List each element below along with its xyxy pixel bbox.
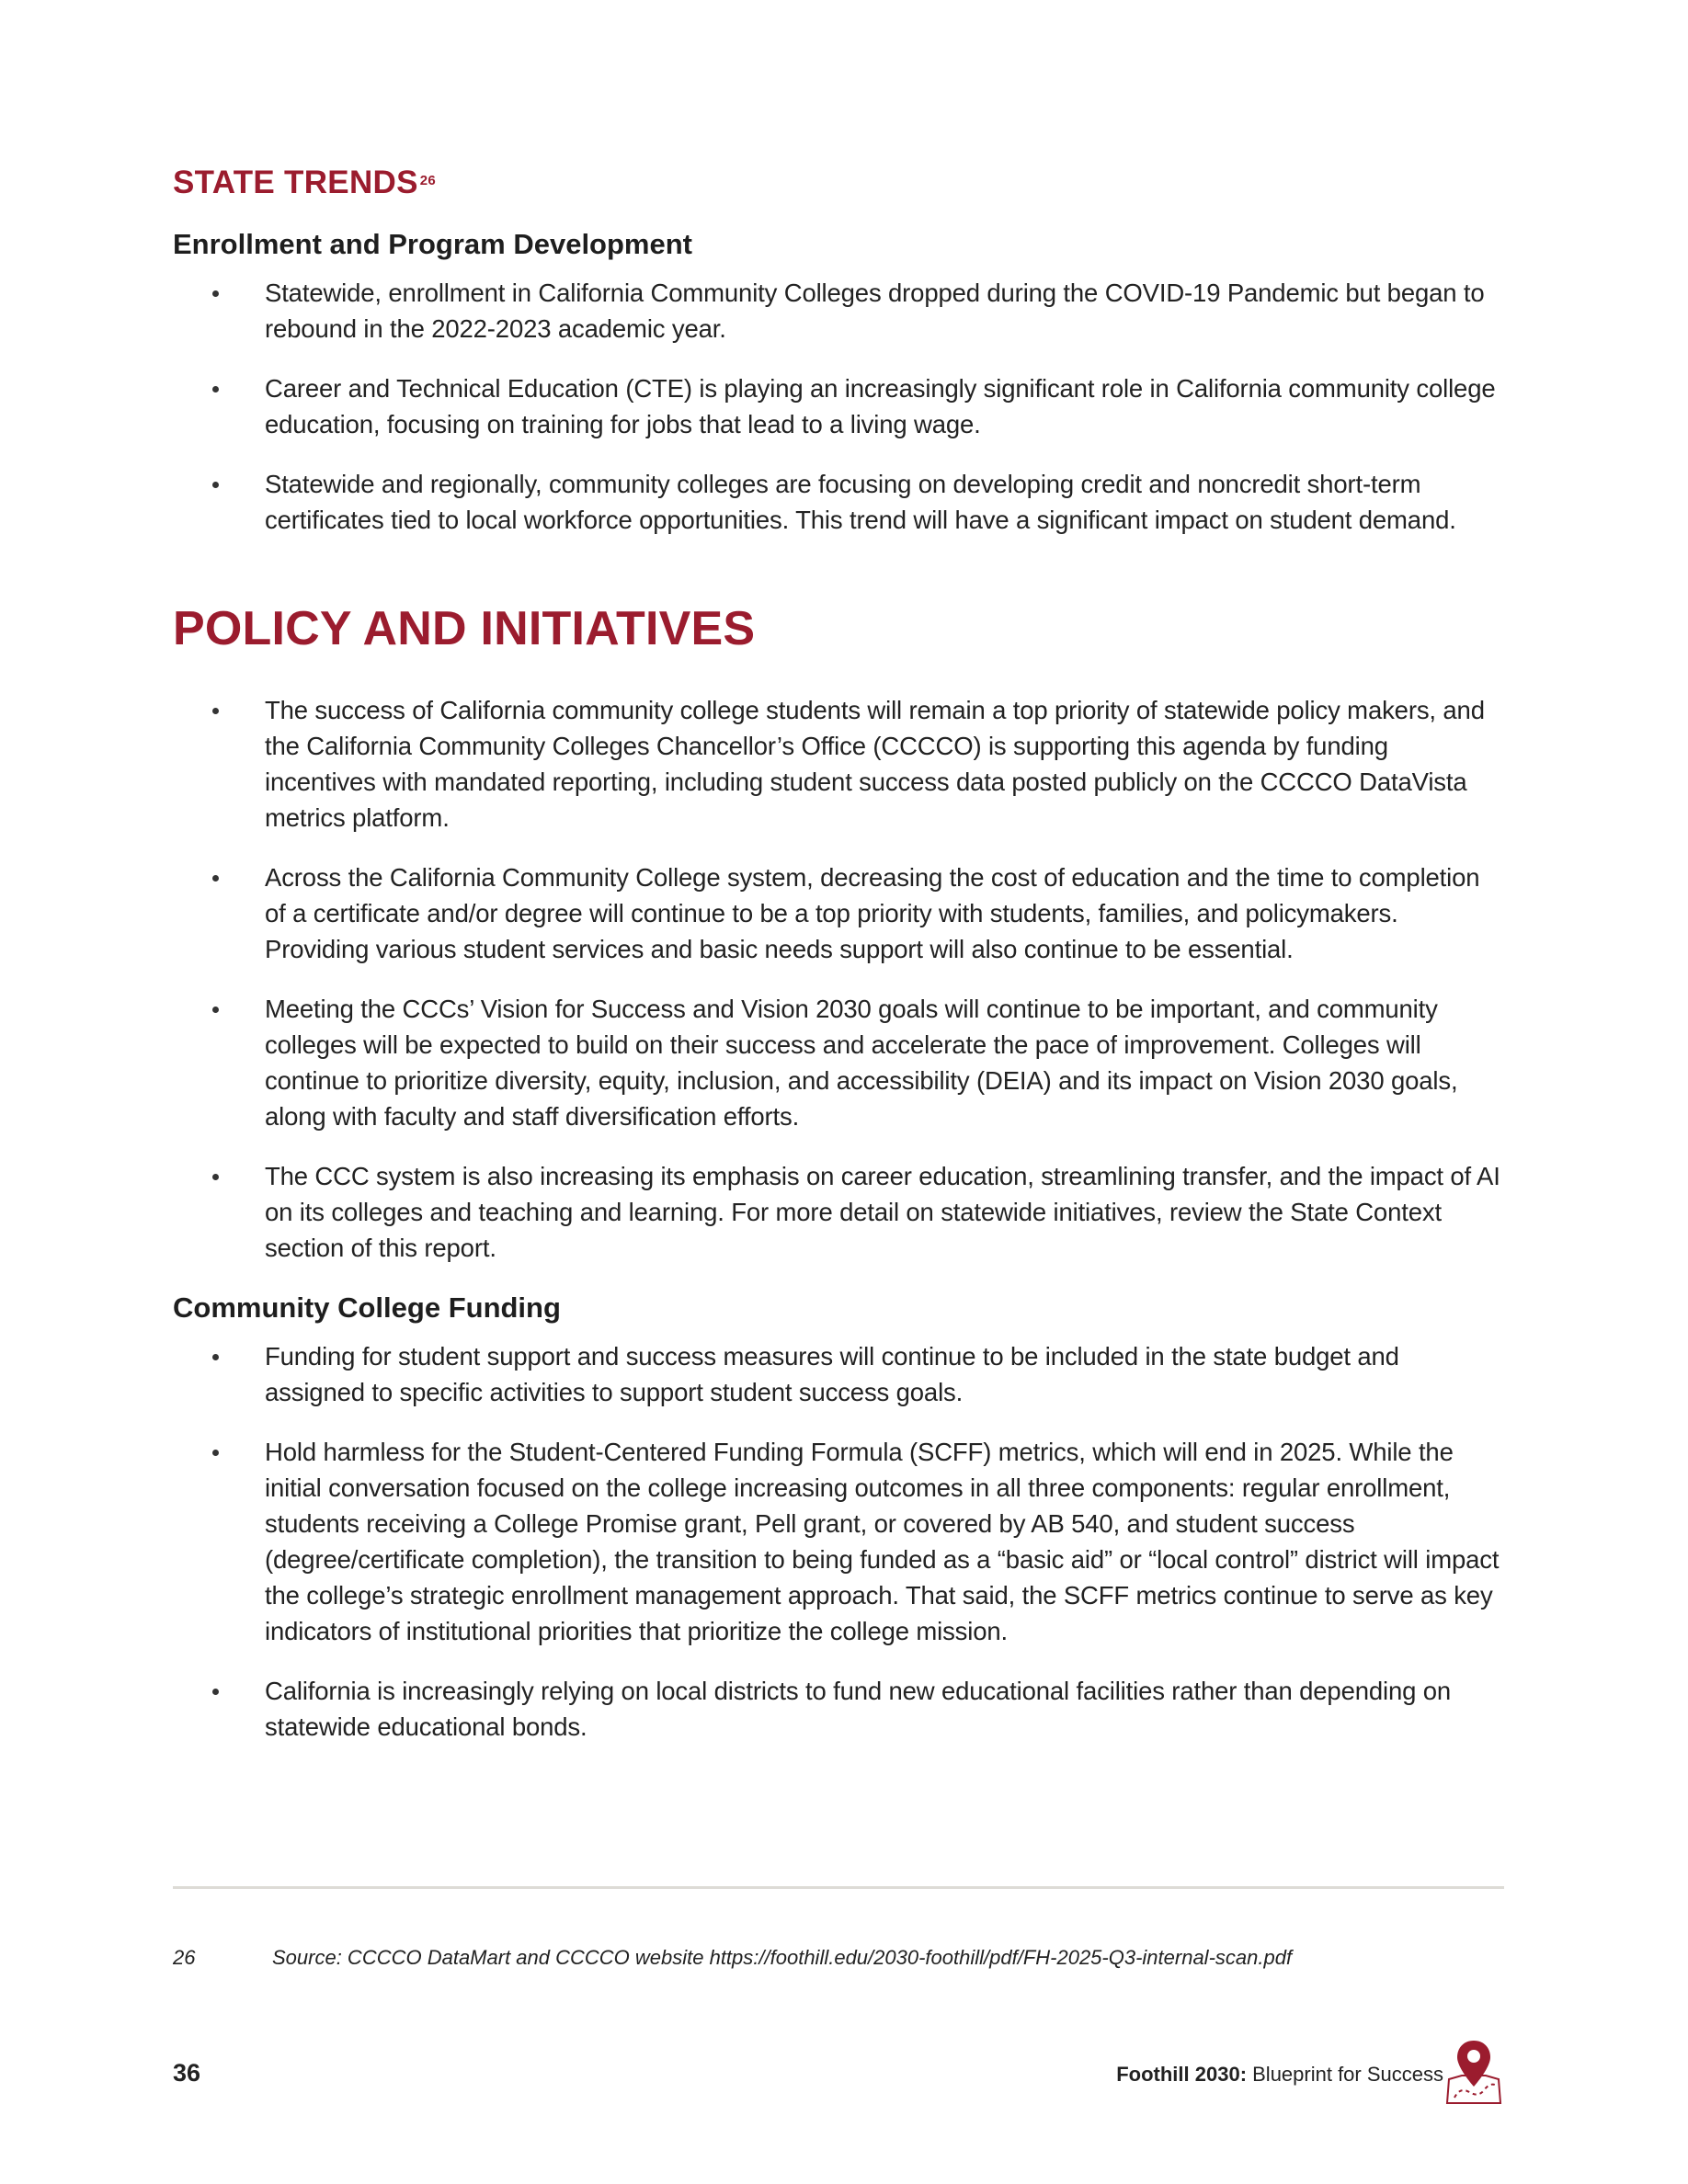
list-item: Hold harmless for the Student-Centered Funding Formula (SCFF) metrics, which will end in 2025. While the initial conversation focused on the college increasing outcomes in all three components: regular enrollment, students receiving a College Promise grant, Pell grant, or covered by AB 540, and student success (degree/certificate completion), the transition to being funded as a “basic aid” or “local control” district will impact the college’s strategic enrollment management approach. That said, the SCFF metrics continue to serve as key indicators of institutional priorities that prioritize the college mission. <box>265 1434 1506 1649</box>
funding-list <box>173 1338 1506 1745</box>
bullet-icon <box>212 290 219 297</box>
footnote-text: Source: CCCCO DataMart and CCCCO website https://foothill.edu/2030-foothill/pdf/FH-2025-Q3-internal-scan.pdf <box>272 1946 1293 1969</box>
policy-list <box>173 692 1506 1266</box>
list-item: The CCC system is also increasing its emphasis on career education, streamlining transfer, and the impact of AI on its colleges and teaching and learning. For more detail on statewide initiatives, review the State Context section of this report. <box>265 1158 1506 1266</box>
list-item: Funding for student support and success measures will continue to be included in the state budget and assigned to specific activities to support student success goals. <box>265 1338 1506 1410</box>
footer-title-rest: Blueprint for Success <box>1247 2063 1443 2086</box>
page-content <box>173 164 1506 1769</box>
list-item: Statewide, enrollment in California Community Colleges dropped during the COVID-19 Pandemic but began to rebound in the 2022-2023 academic year. <box>265 275 1506 347</box>
bullet-icon <box>212 1689 219 1695</box>
list-item: Meeting the CCCs’ Vision for Success and Vision 2030 goals will continue to be important, and community colleges will be expected to build on their success and accelerate the pace of improvement. Colleges will continue to prioritize diversity, equity, inclusion, and accessibility (DEIA) and its impact on Vision 2030 goals, along with faculty and staff diversification efforts. <box>265 991 1506 1134</box>
state-trends-heading-text: STATE TRENDS <box>173 165 418 200</box>
footnote-reference[interactable]: 26 <box>419 173 437 188</box>
bullet-icon <box>212 708 219 714</box>
map-pin-icon <box>1443 2039 1504 2105</box>
bullet-icon <box>212 1007 219 1013</box>
state-trends-list <box>173 275 1506 538</box>
list-item: The success of California community college students will remain a top priority of statewide policy makers, and the California Community Colleges Chancellor’s Office (CCCCO) is supporting this agenda by funding incentives with mandated reporting, including student success data posted publicly on the CCCCO DataVista metrics platform. <box>265 692 1506 836</box>
list-item: Statewide and regionally, community colleges are focusing on developing credit and noncredit short-term certificates tied to local workforce opportunities. This trend will have a significant impact on student demand. <box>265 466 1506 538</box>
bullet-icon <box>212 482 219 488</box>
funding-subheading: Community College Funding <box>173 1291 561 1324</box>
page-number: 36 <box>173 2059 201 2087</box>
bullet-icon <box>212 1174 219 1180</box>
bullet-icon <box>212 386 219 392</box>
enrollment-subheading: Enrollment and Program Development <box>173 228 692 260</box>
footer-title <box>1116 2063 1443 2087</box>
list-item: California is increasingly relying on local districts to fund new educational facilities rather than depending on statewide educational bonds. <box>265 1673 1506 1745</box>
footnote <box>173 1946 1292 1970</box>
footnote-number: 26 <box>173 1946 196 1969</box>
footnote-divider <box>173 1886 1504 1889</box>
bullet-icon <box>212 1450 219 1456</box>
policy-heading: POLICY AND INITIATIVES <box>173 602 756 655</box>
state-trends-heading <box>173 164 1506 202</box>
footer-title-bold: Foothill 2030: <box>1116 2063 1248 2086</box>
list-item: Across the California Community College system, decreasing the cost of education and the time to completion of a certificate and/or degree will continue to be a top priority with students, families, and policymakers. Providing various student services and basic needs support will also continue to be essential. <box>265 859 1506 967</box>
bullet-icon <box>212 875 219 882</box>
list-item: Career and Technical Education (CTE) is playing an increasingly significant role in California community college education, focusing on training for jobs that lead to a living wage. <box>265 370 1506 442</box>
bullet-icon <box>212 1354 219 1360</box>
